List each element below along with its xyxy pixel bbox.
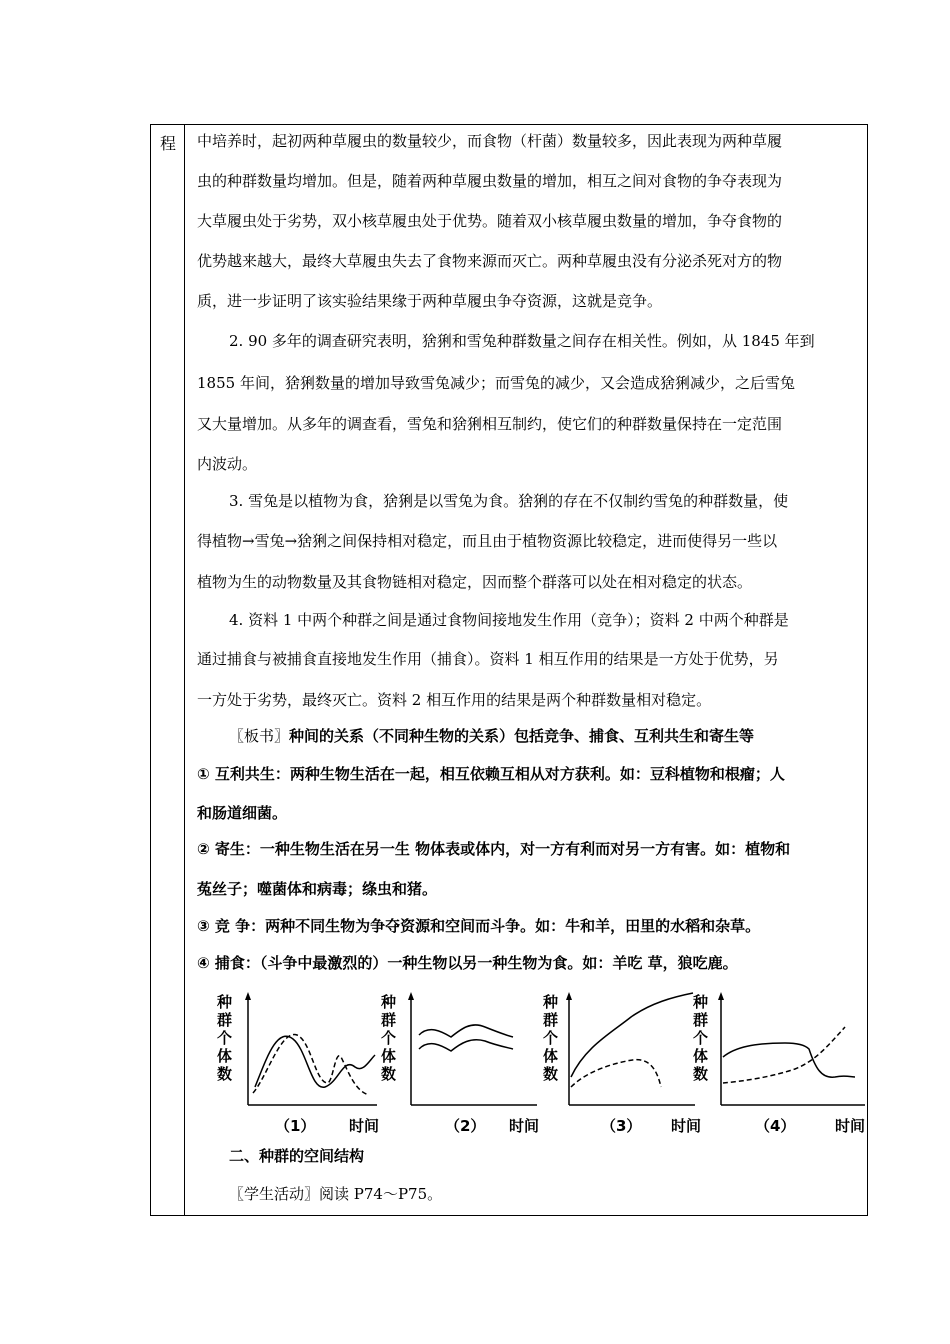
board-intro — [229, 726, 754, 746]
x-axis-label: 时间 — [349, 1117, 380, 1135]
y-axis-label — [380, 993, 396, 1083]
paragraph-line: 一方处于劣势，最终灭亡。资料 2 相互作用的结果是两个种群数量相对稳定。 — [197, 691, 712, 709]
y-axis-arrow — [566, 992, 572, 1000]
y-label-char: 群 — [693, 1011, 709, 1029]
y-label-char: 种 — [693, 993, 709, 1011]
paragraph-line: 优势越来越大，最终大草履虫失去了食物来源而灭亡。两种草履虫没有分泌杀死对方的物 — [197, 252, 783, 270]
population-charts-svg — [215, 987, 885, 1137]
series-loser — [571, 1060, 661, 1087]
board-item: ① 互利共生：两种生物生活在一起，相互依赖互相从对方获利。如：豆科植物和根瘤；人 — [197, 765, 785, 783]
y-axis-arrow — [718, 992, 724, 1000]
paragraph-line: 植物为生的动物数量及其食物链相对稳定，因而整个群落可以处在相对稳定的状态。 — [197, 573, 753, 591]
board-item: 和肠道细菌。 — [197, 804, 288, 822]
board-intro-bold: 种间的关系（不同种生物的关系）包括竞争、捕食、互利共生和寄生等 — [289, 727, 755, 745]
left-column-label: 程 — [160, 134, 177, 153]
chart-panel-1 — [216, 992, 379, 1135]
y-label-char: 数 — [693, 1065, 709, 1083]
y-label-char: 群 — [543, 1011, 559, 1029]
document-table — [150, 124, 868, 1216]
y-label-char: 个 — [217, 1029, 233, 1047]
board-item: ② 寄生：一种生物生活在另一生 物体表或体内，对一方有利而对另一方有害。如：植物和 — [197, 840, 791, 858]
x-axis-label: 时间 — [509, 1117, 540, 1135]
y-axis-arrow — [245, 992, 251, 1000]
paragraph-line: 通过捕食与被捕食直接地发生作用（捕食）。资料 1 相互作用的结果是一方处于优势，另 — [197, 650, 779, 668]
paragraph-line: 1855 年间，猞猁数量的增加导致雪兔减少；而雪兔的减少，又会造成猞猁减少，之后雪兔 — [197, 374, 795, 392]
board-item: ④ 捕食：（斗争中最激烈的）一种生物以另一种生物为食。如：羊吃 草，狼吃鹿。 — [197, 954, 738, 972]
y-axis-arrow — [408, 992, 414, 1000]
y-label-char: 群 — [381, 1011, 397, 1029]
paragraph-line: 质，进一步证明了该实验结果缘于两种草履虫争夺资源，这就是竞争。 — [197, 292, 663, 310]
y-label-char: 体 — [693, 1047, 709, 1065]
y-label-char: 数 — [543, 1065, 559, 1083]
content-cell — [185, 125, 867, 1215]
paragraph-line: 又大量增加。从多年的调查看，雪兔和猞猁相互制约，使它们的种群数量保持在一定范围 — [197, 415, 783, 433]
y-axis-label — [542, 993, 558, 1083]
population-charts — [215, 987, 865, 1137]
series-winner — [571, 993, 693, 1077]
student-activity: 〖学生活动〗阅读 P74～P75。 — [229, 1185, 443, 1203]
y-label-char: 个 — [543, 1029, 559, 1047]
panel-label: （3） — [601, 1117, 642, 1135]
series-host — [723, 1043, 855, 1077]
paragraph-line: 2. 90 多年的调查研究表明，猞猁和雪兔种群数量之间存在相关性。例如，从 1845 年到 — [229, 332, 815, 350]
board-item: ③ 竞 争：两种不同生物为争夺资源和空间而斗争。如：牛和羊，田里的水稻和杂草。 — [197, 917, 761, 935]
x-axis-label: 时间 — [671, 1117, 702, 1135]
panel-label: （4） — [755, 1117, 796, 1135]
paragraph-line: 得植物→雪兔→猞猁之间保持相对稳定，而且由于植物资源比较稳定，进而使得另一些以 — [197, 532, 778, 550]
y-label-char: 个 — [381, 1029, 397, 1047]
y-label-char: 体 — [381, 1047, 397, 1065]
paragraph-line: 大草履虫处于劣势，双小核草履虫处于优势。随着双小核草履虫数量的增加，争夺食物的 — [197, 212, 783, 230]
chart-panel-2 — [380, 992, 539, 1135]
board-intro-prefix: 〖板书〗 — [229, 727, 290, 745]
chart-panel-4 — [692, 992, 865, 1135]
paragraph-line: 内波动。 — [197, 455, 258, 473]
chart-panel-3 — [542, 992, 701, 1135]
y-label-char: 体 — [217, 1047, 233, 1065]
y-label-char: 体 — [543, 1047, 559, 1065]
paragraph-line: 3. 雪兔是以植物为食，猞猁是以雪兔为食。猞猁的存在不仅制约雪兔的种群数量，使 — [229, 492, 789, 510]
series-solid — [255, 1036, 375, 1087]
panel-label: （1） — [275, 1117, 316, 1135]
y-label-char: 个 — [693, 1029, 709, 1047]
paragraph-line: 4. 资料 1 中两个种群之间是通过食物间接地发生作用（竞争）；资料 2 中两个种群是 — [229, 611, 789, 629]
series-lower — [419, 1040, 513, 1051]
y-label-char: 群 — [217, 1011, 233, 1029]
paragraph-line: 中培养时，起初两种草履虫的数量较少，而食物（杆菌）数量较多，因此表现为两种草履 — [197, 132, 783, 150]
y-label-char: 种 — [543, 993, 559, 1011]
paragraph-line: 虫的种群数量均增加。但是，随着两种草履虫数量的增加，相互之间对食物的争夺表现为 — [197, 172, 783, 190]
x-axis-label: 时间 — [835, 1117, 866, 1135]
series-upper — [419, 1025, 513, 1037]
section-heading: 二、种群的空间结构 — [229, 1147, 365, 1165]
y-axis-label — [692, 993, 708, 1083]
panel-label: （2） — [445, 1117, 486, 1135]
left-column — [151, 125, 185, 1215]
y-label-char: 种 — [381, 993, 397, 1011]
y-label-char: 种 — [217, 993, 233, 1011]
board-item: 菟丝子；噬菌体和病毒；绦虫和猪。 — [197, 880, 438, 898]
y-axis-label — [216, 993, 232, 1083]
y-label-char: 数 — [217, 1065, 233, 1083]
series-parasite — [723, 1027, 845, 1083]
y-label-char: 数 — [381, 1065, 397, 1083]
